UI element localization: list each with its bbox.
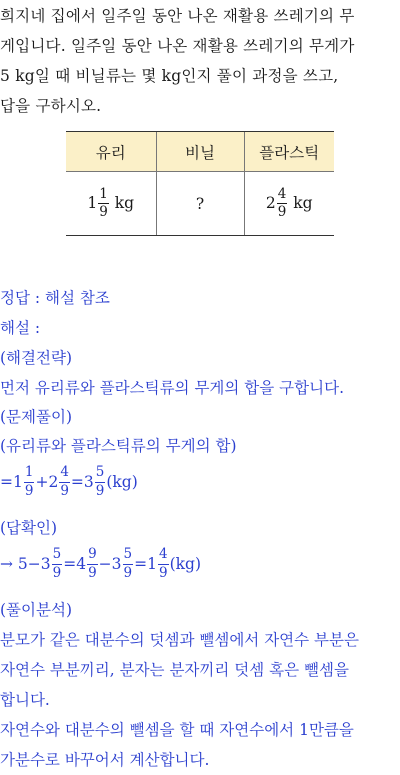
eq2-fraction-2 bbox=[87, 548, 98, 580]
plastic-unit: kg bbox=[293, 193, 313, 212]
question-line-2: 게입니다. 일주일 동안 나온 재활용 쓰레기의 무게가 bbox=[0, 37, 355, 55]
eq2-f2-denominator: 9 bbox=[88, 564, 97, 581]
eq2-f1-denominator: 9 bbox=[52, 564, 62, 581]
eq2-f4-denominator: 9 bbox=[158, 564, 168, 581]
plastic-fraction bbox=[277, 185, 288, 220]
cell-plastic bbox=[244, 172, 334, 236]
problem-label: (문제풀이) bbox=[0, 408, 72, 426]
question-line-1: 희지네 집에서 일주일 동안 나온 재활용 쓰레기의 무 bbox=[0, 7, 355, 25]
analysis-line-2: 자연수 부분끼리, 분자는 분자끼리 덧셈 혹은 뺄셈을 bbox=[0, 661, 349, 679]
eq2-equals-2: =1 bbox=[134, 555, 157, 573]
eq2-unit: (kg) bbox=[169, 555, 201, 573]
eq1-f2-denominator: 9 bbox=[60, 482, 69, 499]
plastic-numerator: 4 bbox=[277, 188, 288, 205]
glass-denominator: 9 bbox=[99, 204, 108, 220]
analysis-line-4: 자연수와 대분수의 뺄셈을 할 때 자연수에서 1만큼을 bbox=[0, 721, 354, 739]
glass-numerator: 1 bbox=[98, 188, 109, 205]
eq2-f2-numerator: 9 bbox=[87, 548, 98, 565]
eq2-minus: −3 bbox=[98, 555, 122, 573]
table-header-row bbox=[66, 132, 334, 172]
question-line-3: 5 kg일 때 비닐류는 몇 kg인지 풀이 과정을 쓰고, bbox=[0, 67, 339, 85]
sum-caption: (유리류와 플라스틱류의 무게의 합) bbox=[0, 437, 237, 455]
header-plastic: 플라스틱 bbox=[244, 132, 334, 172]
eq2-equals-1: =4 bbox=[63, 555, 87, 573]
plastic-denominator: 9 bbox=[277, 204, 287, 220]
strategy-label: (해결전략) bbox=[0, 349, 72, 367]
cell-vinyl: ? bbox=[156, 172, 244, 236]
check-equation bbox=[0, 548, 201, 580]
analysis-line-5: 가분수로 바꾸어서 계산합니다. bbox=[0, 751, 210, 769]
eq1-fraction-3 bbox=[95, 466, 106, 498]
eq1-plus: +2 bbox=[35, 473, 59, 491]
cell-glass bbox=[66, 172, 156, 236]
answer-check-label: (답확인) bbox=[0, 519, 58, 537]
eq1-fraction-1 bbox=[24, 466, 35, 498]
eq2-start: → 5−3 bbox=[0, 555, 51, 573]
recycling-weight-table bbox=[66, 131, 334, 236]
strategy-text: 먼저 유리류와 플라스틱류의 무게의 합을 구합니다. bbox=[0, 379, 344, 397]
explain-label: 해설 : bbox=[0, 319, 41, 337]
eq1-f1-denominator: 9 bbox=[24, 482, 34, 499]
header-vinyl: 비닐 bbox=[156, 132, 244, 172]
eq2-fraction-1 bbox=[52, 548, 63, 580]
eq2-f4-numerator: 4 bbox=[158, 548, 169, 565]
glass-unit: kg bbox=[114, 193, 135, 212]
eq1-f2-numerator: 4 bbox=[59, 466, 70, 483]
eq1-fraction-2 bbox=[59, 466, 70, 498]
analysis-line-1: 분모가 같은 대분수의 덧셈과 뺄셈에서 자연수 부분은 bbox=[0, 631, 359, 649]
sum-equation bbox=[0, 466, 138, 498]
question-line-4: 답을 구하시오. bbox=[0, 97, 102, 115]
answer-line: 정답 : 해설 참조 bbox=[0, 289, 110, 307]
eq1-unit: (kg) bbox=[106, 473, 138, 491]
eq2-f3-denominator: 9 bbox=[123, 564, 133, 581]
plastic-whole: 2 bbox=[265, 193, 276, 212]
table-row bbox=[66, 172, 334, 236]
eq1-start: =1 bbox=[0, 473, 23, 491]
eq1-equals: =3 bbox=[70, 473, 94, 491]
analysis-line-3: 합니다. bbox=[0, 691, 50, 709]
eq2-f3-numerator: 5 bbox=[123, 548, 134, 565]
eq1-f3-numerator: 5 bbox=[95, 466, 106, 483]
analysis-label: (풀이분석) bbox=[0, 601, 72, 619]
eq2-fraction-3 bbox=[123, 548, 134, 580]
eq2-fraction-4 bbox=[158, 548, 169, 580]
glass-whole: 1 bbox=[87, 193, 98, 212]
eq2-f1-numerator: 5 bbox=[52, 548, 63, 565]
header-glass: 유리 bbox=[66, 132, 156, 172]
eq1-f1-numerator: 1 bbox=[24, 466, 35, 483]
glass-fraction bbox=[98, 185, 109, 220]
eq1-f3-denominator: 9 bbox=[95, 482, 105, 499]
